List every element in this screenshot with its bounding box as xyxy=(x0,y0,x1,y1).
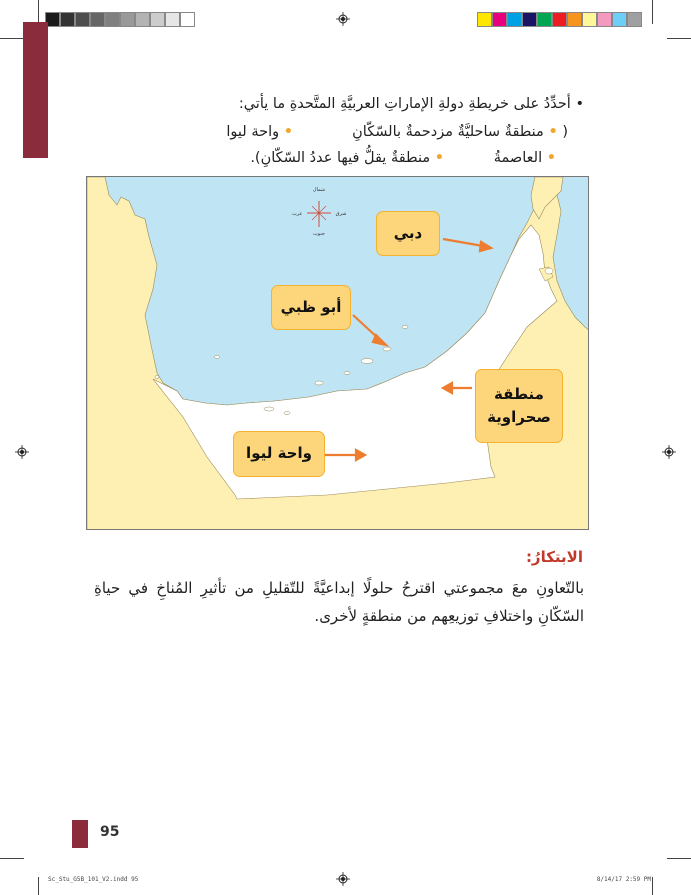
bullet-icon: • xyxy=(548,124,558,140)
uae-map xyxy=(86,176,589,530)
question-prompt xyxy=(239,96,584,112)
map-label-abu-dhabi: أبو ظبي xyxy=(271,285,351,330)
color-swatch xyxy=(492,12,507,27)
question-item-row-1 xyxy=(352,124,568,140)
page-number-tab xyxy=(72,820,88,848)
creativity-heading: الابتكارُ: xyxy=(525,548,583,566)
color-swatch xyxy=(627,12,642,27)
desert-label-line-2: صحراوية xyxy=(487,408,551,426)
color-swatch xyxy=(477,12,492,27)
color-swatch xyxy=(597,12,612,27)
map-label-liwa-oasis: واحة ليوا xyxy=(233,431,325,477)
registration-mark-icon xyxy=(336,12,350,26)
crop-mark xyxy=(667,38,691,39)
crop-mark xyxy=(652,0,653,24)
color-swatch xyxy=(522,12,537,27)
color-swatch xyxy=(135,12,150,27)
desert-label-line-1: منطقة xyxy=(494,384,544,403)
color-swatch xyxy=(537,12,552,27)
crop-mark xyxy=(0,858,24,859)
page-number: 95 xyxy=(100,824,120,840)
color-swatch xyxy=(120,12,135,27)
question-item-row-1b xyxy=(226,124,293,140)
bullet-icon: • xyxy=(283,124,293,140)
creativity-paragraph: بالتّعاونِ معَ مجموعتي اقترحُ حلولًا إبداعيَّةً للتّقليلِ من تأثيرِ المُناخِ في حياةِ السّكّانِ واختلافِ توزيعِهم من منطقةٍ لأخرى. xyxy=(94,579,584,625)
color-swatch xyxy=(552,12,567,27)
question-item-capital: العاصمةُ xyxy=(493,150,543,166)
question-item-liwa: واحة ليوا xyxy=(226,124,280,140)
compass-east-label: شرق xyxy=(335,211,347,217)
color-swatch xyxy=(150,12,165,27)
color-swatch xyxy=(60,12,75,27)
question-item-coastal: منطقةٌ ساحليَّةٌ مزدحمةٌ بالسّكّانِ xyxy=(352,124,544,140)
crop-mark xyxy=(38,877,39,895)
compass-west-label: غرب xyxy=(291,211,303,217)
registration-mark-icon xyxy=(15,445,29,459)
bullet-icon: • xyxy=(434,150,444,166)
crop-mark xyxy=(652,877,653,895)
color-swatch xyxy=(105,12,120,27)
color-swatch xyxy=(507,12,522,27)
registration-mark-icon xyxy=(336,872,350,886)
bullet-icon: • xyxy=(575,96,584,112)
color-swatch xyxy=(612,12,627,27)
color-swatch xyxy=(582,12,597,27)
cmyk-color-bar xyxy=(477,12,642,27)
question-item-row-2b xyxy=(250,150,444,166)
color-swatch xyxy=(165,12,180,27)
footer-timestamp: 8/14/17 2:59 PM xyxy=(596,876,651,883)
bullet-icon: • xyxy=(546,150,556,166)
compass-north-label: شمال xyxy=(312,187,326,193)
map-label-desert-region xyxy=(475,369,563,443)
gray-color-bar xyxy=(45,12,195,27)
color-swatch xyxy=(75,12,90,27)
crop-mark xyxy=(0,38,24,39)
chapter-sidebar-bar xyxy=(23,22,48,158)
uae-map-drawing xyxy=(87,177,589,530)
color-swatch xyxy=(567,12,582,27)
crop-mark xyxy=(38,0,39,24)
open-paren: ( xyxy=(562,124,568,140)
question-item-low-population: منطقةٌ يقلُّ فيها عددُ السّكّانِ). xyxy=(250,150,431,166)
question-prompt-text: أحدِّدُ على خريطةِ دولةِ الإماراتِ العربيَّةِ المتَّحدةِ ما يأتي: xyxy=(238,96,571,112)
crop-mark xyxy=(667,858,691,859)
registration-mark-icon xyxy=(662,445,676,459)
color-swatch xyxy=(180,12,195,27)
color-swatch xyxy=(90,12,105,27)
compass-south-label: جنوب xyxy=(313,231,325,237)
map-label-dubai: دبي xyxy=(376,211,440,256)
footer-file-name: Sc_Stu_G5B_101_V2.indd 95 xyxy=(48,876,139,883)
question-item-row-2 xyxy=(494,150,556,166)
